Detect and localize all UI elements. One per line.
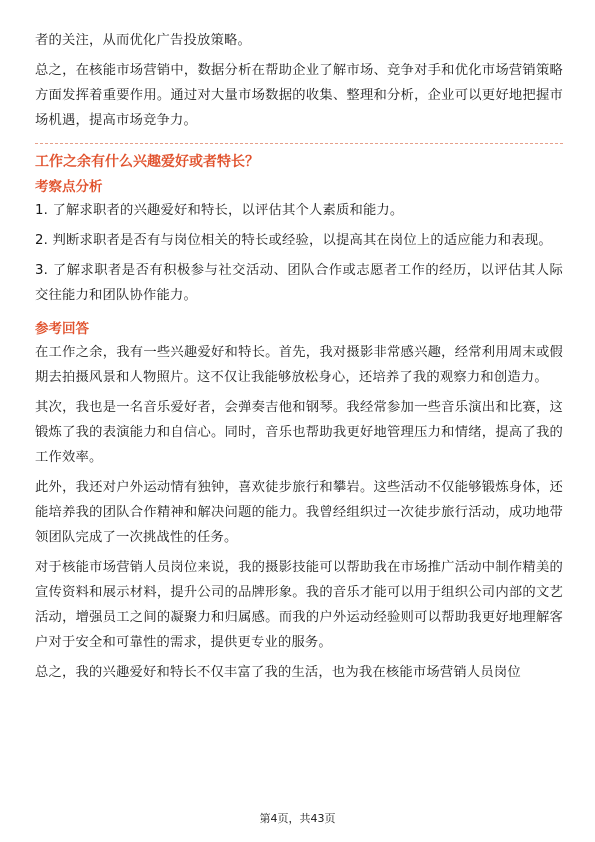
analysis-point-1: 1. 了解求职者的兴趣爱好和特长，以评估其个人素质和能力。 xyxy=(35,203,404,218)
answer-paragraph-3: 此外，我还对户外运动情有独钟，喜欢徒步旅行和攀岩。这些活动不仅能够锻炼身体，还能培养我的团队合作精神和解决问题的能力。我曾经组织过一次徒步旅行活动，成功地带领团队完成了一次挑战性的任务。 xyxy=(35,480,563,545)
answer-paragraph-2: 其次，我也是一名音乐爱好者，会弹奏吉他和钢琴。我经常参加一些音乐演出和比赛，这锻炼了我的表演能力和自信心。同时，音乐也帮助我更好地管理压力和情绪，提高了我的工作效率。 xyxy=(35,400,563,465)
analysis-point-2: 2. 判断求职者是否有与岗位相关的特长或经验，以提高其在岗位上的适应能力和表现。 xyxy=(35,233,552,248)
answer-paragraph-1: 在工作之余，我有一些兴趣爱好和特长。首先，我对摄影非常感兴趣，经常利用周末或假期去拍摄风景和人物照片。这不仅让我能够放松身心，还培养了我的观察力和创造力。 xyxy=(35,345,563,385)
question-title: 工作之余有什么兴趣爱好或者特长？ xyxy=(35,154,259,170)
analysis-heading: 考察点分析 xyxy=(35,179,103,195)
answer-heading: 参考回答 xyxy=(35,321,89,337)
answer-paragraph-5: 总之，我的兴趣爱好和特长不仅丰富了我的生活，也为我在核能市场营销人员岗位 xyxy=(35,665,521,680)
section-divider xyxy=(35,143,563,144)
page-footer: 第4页，共43页 xyxy=(259,812,336,825)
document-page xyxy=(35,28,563,690)
intro-paragraph-2: 总之，在核能市场营销中，数据分析在帮助企业了解市场、竞争对手和优化市场营销策略方面发挥着重要作用。通过对大量市场数据的收集、整理和分析，企业可以更好地把握市场机遇，提高市场竞争力。 xyxy=(35,63,563,128)
answer-paragraph-4: 对于核能市场营销人员岗位来说，我的摄影技能可以帮助我在市场推广活动中制作精美的宣传资料和展示材料，提升公司的品牌形象。我的音乐才能可以用于组织公司内部的文艺活动，增强员工之间的凝聚力和归属感。而我的户外运动经验则可以帮助我更好地理解客户对于安全和可靠性的需求，提供更专业的服务。 xyxy=(35,560,563,650)
analysis-point-3: 3. 了解求职者是否有积极参与社交活动、团队合作或志愿者工作的经历，以评估其人际交往能力和团队协作能力。 xyxy=(35,263,563,303)
intro-paragraph-1: 者的关注，从而优化广告投放策略。 xyxy=(35,33,251,48)
